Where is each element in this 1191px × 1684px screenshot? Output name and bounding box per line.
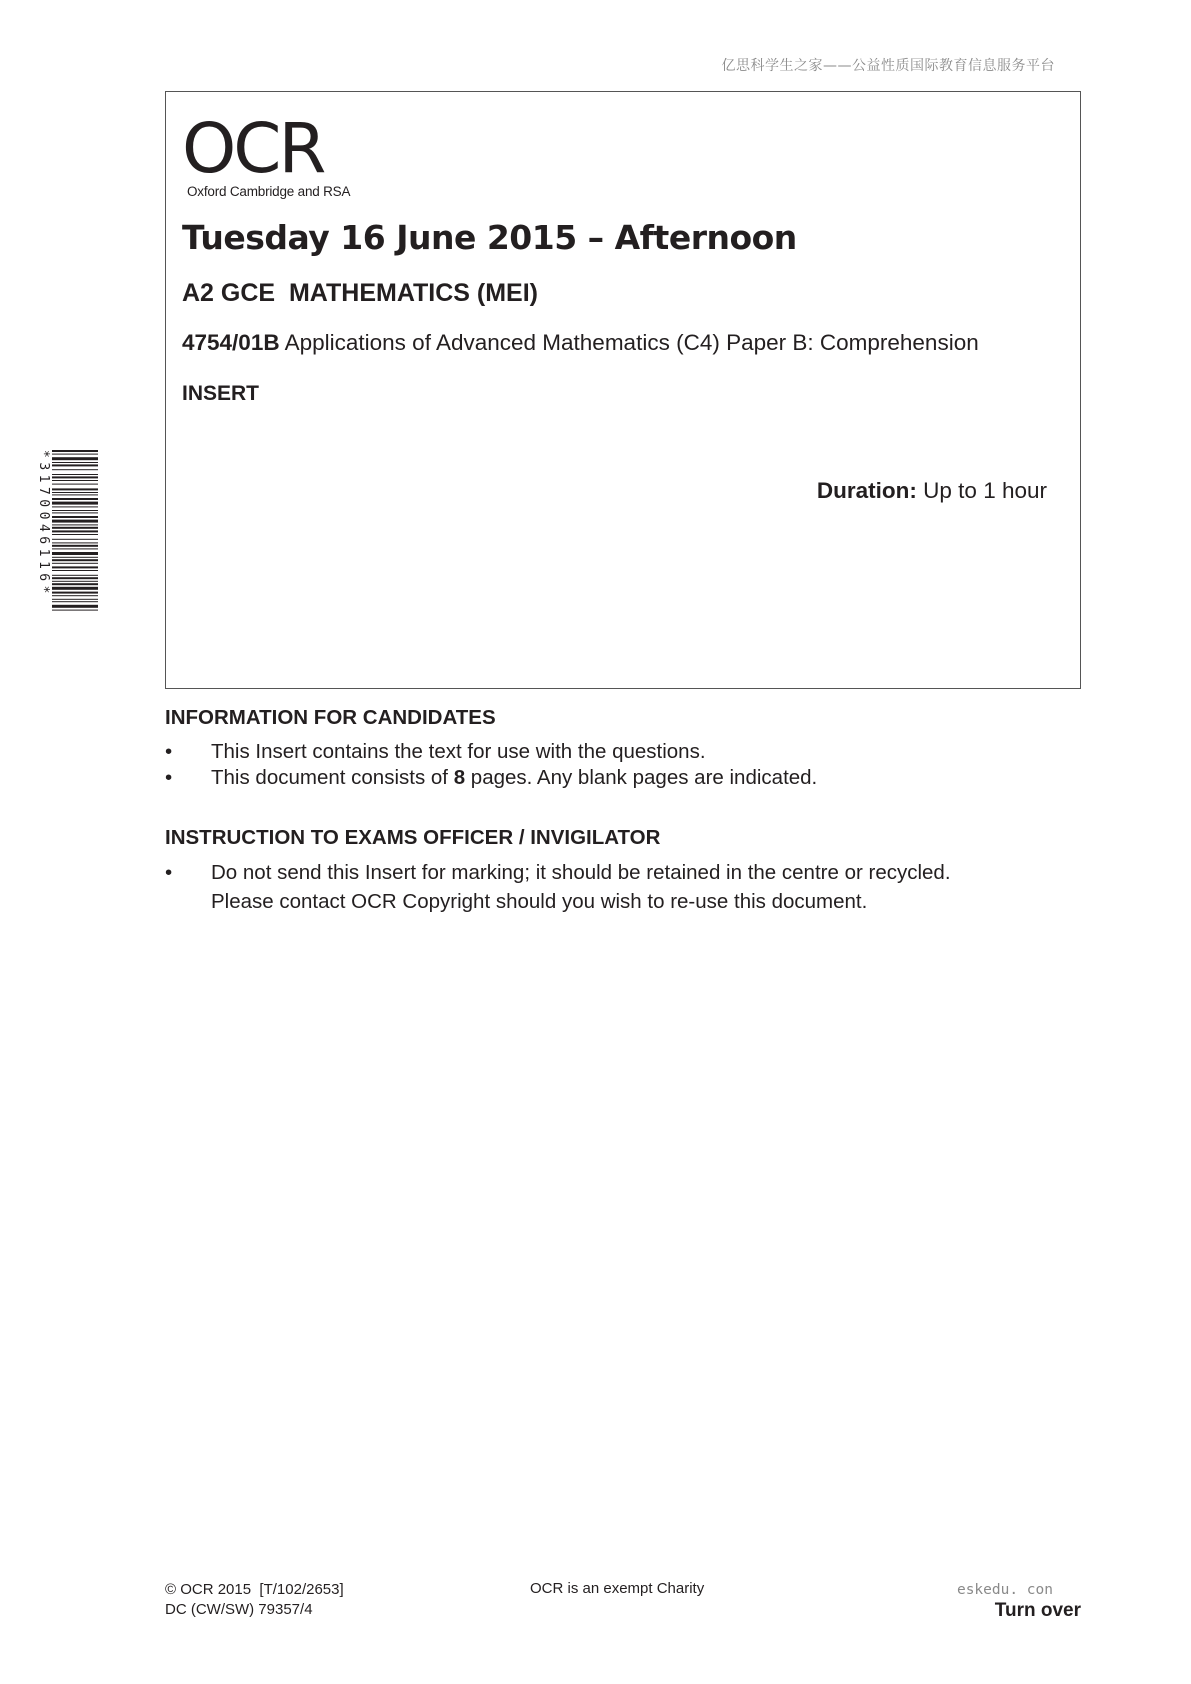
barcode-bar [52,469,98,470]
barcode-bar [52,506,98,507]
barcode-bar [52,587,98,590]
ocr-logo [182,109,351,199]
barcode-bar [52,450,98,452]
barcode-bar [52,510,98,511]
information-item-1: This Insert contains the text for use with the questions. [211,740,706,763]
barcode-bar [52,502,98,505]
information-item-2: This document consists of 8 pages. Any blank pages are indicated. [211,766,818,789]
barcode-bar [52,480,98,481]
barcode-bar [52,592,98,594]
barcode-bar [52,570,98,571]
duration-value: Up to 1 hour [923,478,1047,503]
instruction-item [165,861,951,914]
bullet: • [165,861,173,884]
dc-code: DC (CW/SW) 79357/4 [165,1601,313,1618]
barcode-digits: *3170046116* [36,450,51,598]
copyright: © OCR 2015 [T/102/2653] [165,1581,344,1598]
barcode-bar [52,559,98,561]
barcode-bar [52,552,98,555]
instruction-heading: INSTRUCTION TO EXAMS OFFICER / INVIGILATOR [165,826,661,849]
information-heading: INFORMATION FOR CANDIDATES [165,706,496,729]
barcode-bar [52,545,98,547]
barcode-bar [52,516,98,518]
barcode-bar [52,610,98,611]
instruction-line-1: Do not send this Insert for marking; it should be retained in the centre or recycled. [211,861,951,884]
barcode-bar [52,566,98,568]
barcode-bar [52,488,98,490]
charity-note: OCR is an exempt Charity [530,1580,705,1597]
barcode-bar [52,530,98,532]
barcode-bar [52,542,98,543]
turn-over: Turn over [994,1600,1081,1621]
barcode-bar [52,577,98,579]
barcode-bar [52,605,98,608]
barcode-bar [52,476,98,478]
paper-title-line [182,330,979,356]
paper-code: 4754/01B [182,330,280,355]
bullet: • [165,740,173,763]
exam-date: Tuesday 16 June 2015 – Afternoon [182,218,797,257]
barcode-bar [52,457,98,460]
barcode-bar [52,484,98,485]
barcode-bar [52,563,98,564]
barcode-bar [52,524,98,525]
barcode-bar [52,474,98,475]
barcode-bar [52,583,98,585]
barcode-bar [52,534,98,535]
barcode-bar [52,492,98,493]
barcode-bar [52,539,98,540]
instruction-text [211,861,951,914]
barcode-bar [52,601,98,602]
barcode-bar [52,462,98,463]
barcode-bar [52,599,98,600]
footer-left [165,1580,344,1620]
barcode-bar [52,575,98,576]
barcode-bar [52,464,98,466]
top-watermark: 亿思科学生之家——公益性质国际教育信息服务平台 [721,58,1055,74]
barcode-bar [52,581,98,582]
bullet: • [165,766,173,789]
information-item [165,766,817,790]
barcode-icon [52,450,98,678]
logo-subtitle: Oxford Cambridge and RSA [187,184,351,199]
paper-title: Applications of Advanced Mathematics (C4) Paper B: Comprehension [284,330,979,355]
barcode-bar [52,454,98,455]
duration [817,478,1047,504]
information-item [165,740,706,764]
barcode-bar [52,595,98,596]
duration-label: Duration: [816,478,917,503]
barcode-bar [52,527,98,529]
barcode-bar [52,498,98,500]
barcode-bar [52,512,98,513]
footer-watermark: eskedu. con [956,1582,1053,1598]
insert-label: INSERT [182,382,260,405]
instruction-line-2: Please contact OCR Copyright should you wish to re-use this document. [211,890,868,913]
qualification-title: A2 GCE MATHEMATICS (MEI) [182,279,539,307]
barcode-bar [52,548,98,549]
barcode-bar [52,494,98,495]
logo-mark: OCR [182,109,324,189]
barcode-bar [52,520,98,523]
barcode-bar [52,557,98,558]
